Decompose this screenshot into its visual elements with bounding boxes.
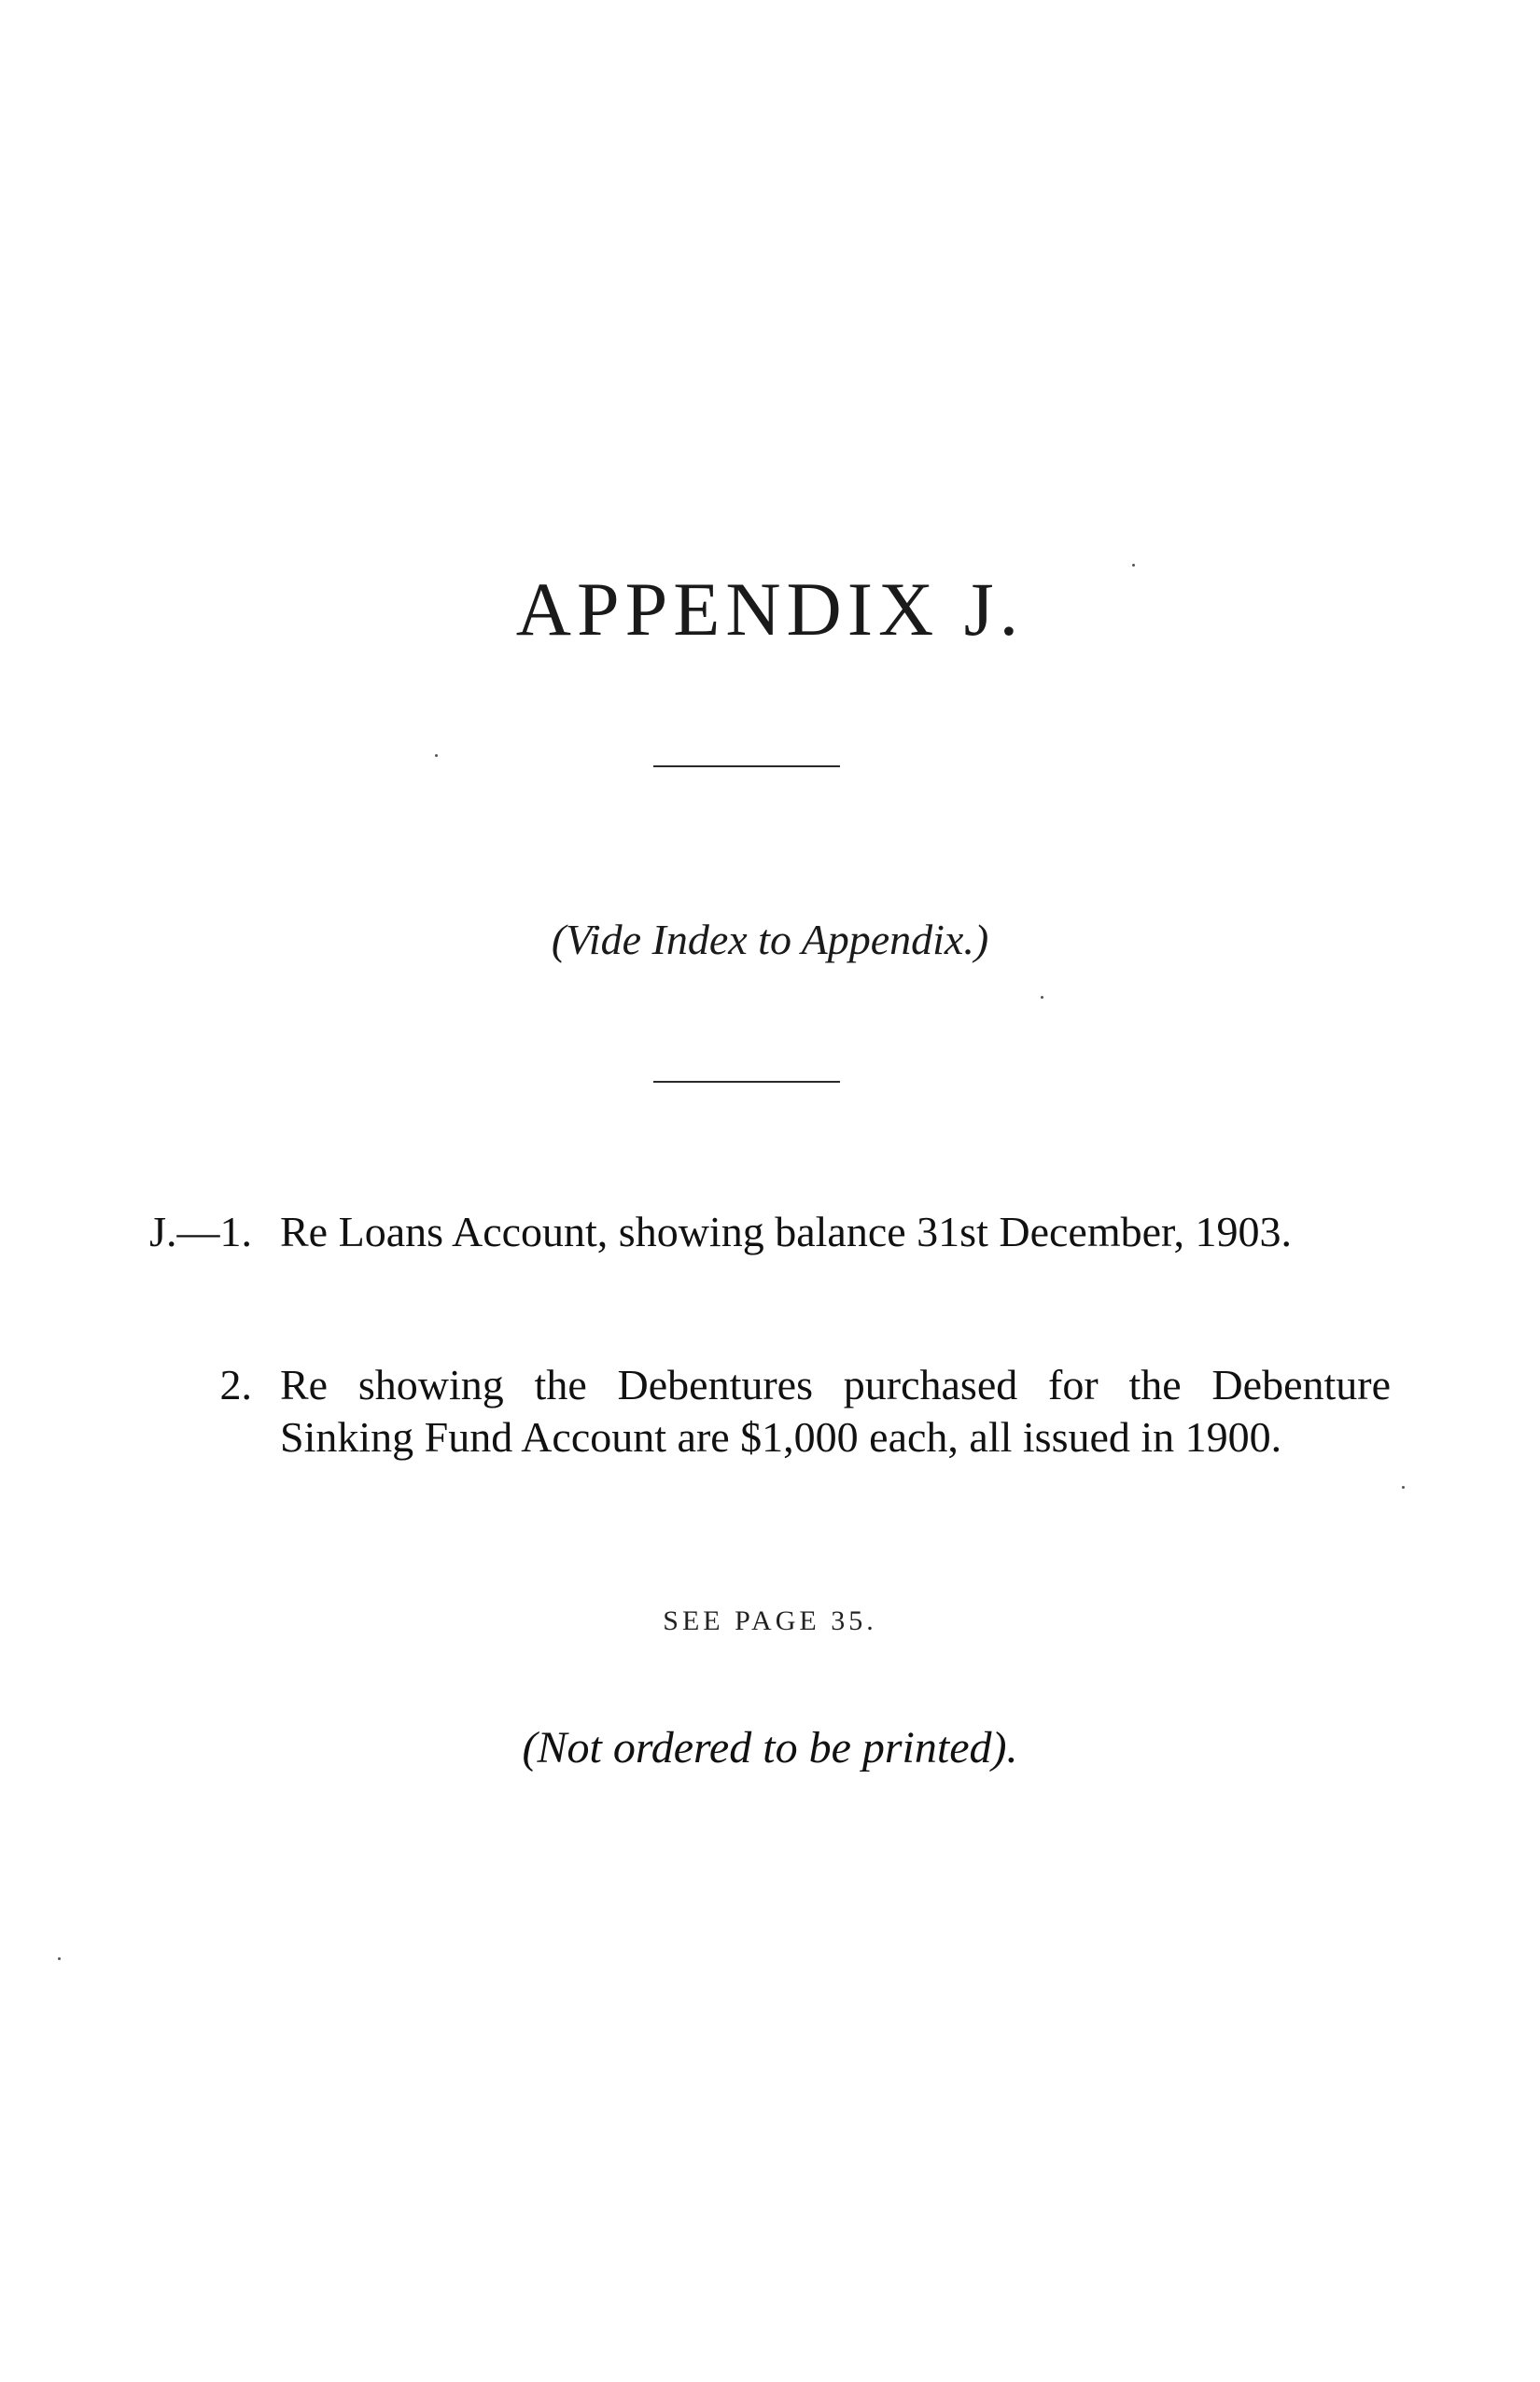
divider-rule-top xyxy=(653,765,840,767)
scan-speck xyxy=(58,1957,61,1960)
not-ordered-note: (Not ordered to be printed). xyxy=(522,1723,1018,1772)
vide-index-note: (Vide Index to Appendix.) xyxy=(551,916,989,963)
divider-rule-bottom xyxy=(653,1081,840,1083)
scan-speck xyxy=(1132,564,1135,567)
entry-text: Re Loans Account, showing balance 31st December, 1903. xyxy=(280,1208,1292,1255)
entry-text: Re showing the Debentures purchased for the Debenture Sinking Fund Account are $1,000 each, all issued in 1900. xyxy=(280,1361,1391,1461)
entry-number: 2. xyxy=(219,1361,252,1408)
appendix-entry xyxy=(219,1359,1391,1464)
appendix-heading: APPENDIX J. xyxy=(515,567,1025,652)
entry-number: J.—1. xyxy=(149,1208,252,1255)
scan-speck xyxy=(1041,996,1043,999)
appendix-entry xyxy=(149,1206,1391,1258)
scan-speck xyxy=(1402,1486,1405,1489)
scan-speck xyxy=(435,754,438,757)
see-page-reference: SEE PAGE 35. xyxy=(663,1605,877,1636)
